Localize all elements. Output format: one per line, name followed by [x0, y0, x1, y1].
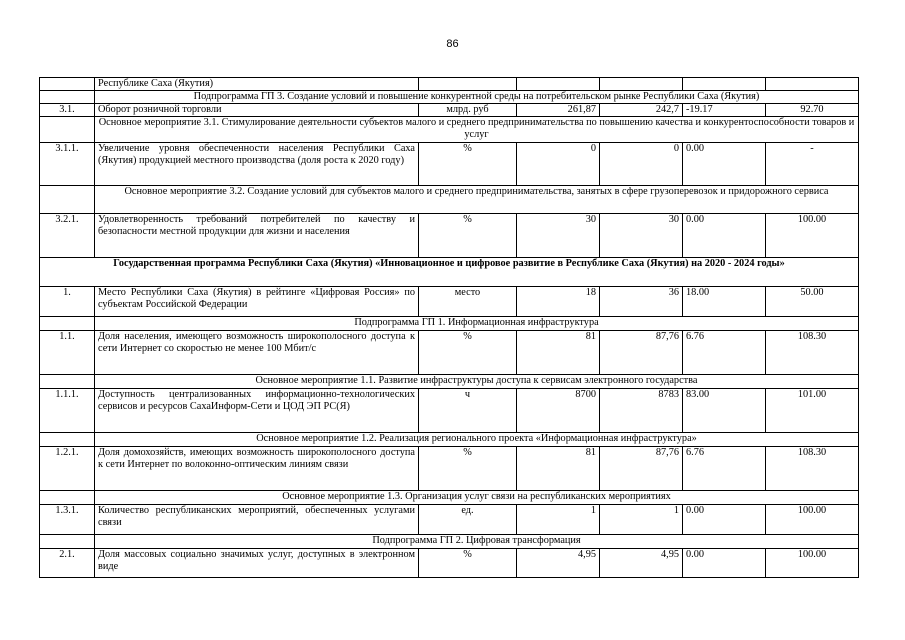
indicator-name: Удовлетворенность требований потребителей по качеству и безопасности местной продукции для жизни и населения	[95, 214, 419, 258]
table-row	[40, 214, 859, 258]
table-row	[40, 331, 859, 375]
row-number: 3.1.	[40, 104, 95, 117]
plan-value: 0	[517, 143, 600, 186]
plan-value: 81	[517, 447, 600, 491]
subprogram-title: Подпрограмма ГП 3. Создание условий и повышение конкурентной среды на потребительском рынке Республики Саха (Якутия)	[95, 91, 859, 104]
section-header-row	[40, 535, 859, 549]
achievement-value: 108.30	[766, 331, 859, 375]
row-number: 1.3.1.	[40, 505, 95, 535]
deviation-value: 0.00	[683, 143, 766, 186]
section-header-row	[40, 117, 859, 143]
row-number	[40, 78, 95, 91]
actual-value: 30	[600, 214, 683, 258]
row-number-empty	[40, 375, 95, 389]
indicator-name: Место Республики Саха (Якутия) в рейтинге «Цифровая Россия» по субъектам Российской Федерации	[95, 287, 419, 317]
deviation-value: 6.76	[683, 331, 766, 375]
table-row	[40, 287, 859, 317]
row-number: 1.2.1.	[40, 447, 95, 491]
table-row	[40, 447, 859, 491]
table-row	[40, 505, 859, 535]
row-number-empty	[40, 117, 95, 143]
row-number-empty	[40, 491, 95, 505]
plan-value: 18	[517, 287, 600, 317]
achievement-value: 100.00	[766, 505, 859, 535]
row-number: 2.1.	[40, 549, 95, 578]
section-header-row	[40, 491, 859, 505]
unit-cell: место	[419, 287, 517, 317]
section-header-row	[40, 375, 859, 389]
page-number: 86	[446, 38, 459, 50]
plan-value: 81	[517, 331, 600, 375]
unit-cell: %	[419, 214, 517, 258]
table-row	[40, 389, 859, 433]
table-row	[40, 104, 859, 117]
indicator-name: Доля массовых социально значимых услуг, доступных в электронном виде	[95, 549, 419, 578]
activity-title: Основное мероприятие 3.2. Создание условий для субъектов малого и среднего предпринимательства, занятых в сфере грузоперевозок и придорожного сервиса	[95, 186, 859, 214]
row-number: 1.	[40, 287, 95, 317]
indicator-name: Оборот розничной торговли	[95, 104, 419, 117]
indicator-name: Доступность централизованных информационно-технологических сервисов и ресурсов СахаИнформ-Сети и ЦОД ЭП РС(Я)	[95, 389, 419, 433]
program-header-row	[40, 258, 859, 287]
unit-cell: %	[419, 331, 517, 375]
row-number: 3.1.1.	[40, 143, 95, 186]
program-title: Государственная программа Республики Саха (Якутия) «Инновационное и цифровое развитие в Республике Саха (Якутия) на 2020 - 2024 годы»	[40, 258, 859, 287]
unit-cell: ч	[419, 389, 517, 433]
indicator-name: Республике Саха (Якутия)	[95, 78, 419, 91]
subprogram-title: Подпрограмма ГП 2. Цифровая трансформация	[95, 535, 859, 549]
plan-value: 1	[517, 505, 600, 535]
actual-value: 8783	[600, 389, 683, 433]
deviation-value: -19.17	[683, 104, 766, 117]
unit-cell: ед.	[419, 505, 517, 535]
activity-title: Основное мероприятие 1.2. Реализация регионального проекта «Информационная инфраструктура»	[95, 433, 859, 447]
plan-value: 4,95	[517, 549, 600, 578]
plan-value	[517, 78, 600, 91]
activity-title: Основное мероприятие 1.1. Развитие инфраструктуры доступа к сервисам электронного государства	[95, 375, 859, 389]
row-number: 1.1.	[40, 331, 95, 375]
row-number-empty	[40, 433, 95, 447]
table-row	[40, 549, 859, 578]
achievement-value: 101.00	[766, 389, 859, 433]
section-header-row	[40, 317, 859, 331]
indicator-name: Количество республиканских мероприятий, обеспеченных услугами связи	[95, 505, 419, 535]
row-number-empty	[40, 317, 95, 331]
plan-value: 30	[517, 214, 600, 258]
plan-value: 8700	[517, 389, 600, 433]
table-body	[40, 78, 859, 578]
deviation-value: 6.76	[683, 447, 766, 491]
section-header-row	[40, 186, 859, 214]
activity-title: Основное мероприятие 1.3. Организация услуг связи на республиканских мероприятиях	[95, 491, 859, 505]
deviation-value: 18.00	[683, 287, 766, 317]
achievement-value: 50.00	[766, 287, 859, 317]
row-number: 3.2.1.	[40, 214, 95, 258]
subprogram-title: Подпрограмма ГП 1. Информационная инфраструктура	[95, 317, 859, 331]
actual-value	[600, 78, 683, 91]
actual-value: 0	[600, 143, 683, 186]
actual-value: 87,76	[600, 447, 683, 491]
unit-cell: %	[419, 447, 517, 491]
achievement-value: -	[766, 143, 859, 186]
indicator-table	[39, 77, 859, 578]
unit-cell: %	[419, 143, 517, 186]
achievement-value: 92.70	[766, 104, 859, 117]
achievement-value: 100.00	[766, 214, 859, 258]
activity-title: Основное мероприятие 3.1. Стимулирование деятельности субъектов малого и среднего предпринимательства по повышению качества и конкурентоспособности товаров и услуг	[95, 117, 859, 143]
unit-cell	[419, 78, 517, 91]
achievement-value: 100.00	[766, 549, 859, 578]
deviation-value: 0.00	[683, 505, 766, 535]
plan-value: 261,87	[517, 104, 600, 117]
indicator-name: Доля населения, имеющего возможность широкополосного доступа к сети Интернет со скоростью не менее 100 Мбит/с	[95, 331, 419, 375]
table-row	[40, 78, 859, 91]
section-header-row	[40, 433, 859, 447]
row-number-empty	[40, 535, 95, 549]
actual-value: 1	[600, 505, 683, 535]
unit-cell: %	[419, 549, 517, 578]
section-header-row	[40, 91, 859, 104]
deviation-value: 0.00	[683, 549, 766, 578]
row-number-empty	[40, 91, 95, 104]
actual-value: 4,95	[600, 549, 683, 578]
table-row	[40, 143, 859, 186]
actual-value: 36	[600, 287, 683, 317]
deviation-value: 83.00	[683, 389, 766, 433]
achievement-value	[766, 78, 859, 91]
deviation-value	[683, 78, 766, 91]
row-number: 1.1.1.	[40, 389, 95, 433]
deviation-value: 0.00	[683, 214, 766, 258]
row-number-empty	[40, 186, 95, 214]
actual-value: 242,7	[600, 104, 683, 117]
indicator-name: Увеличение уровня обеспеченности населения Республики Саха (Якутия) продукцией местного производства (доля роста к 2020 году)	[95, 143, 419, 186]
actual-value: 87,76	[600, 331, 683, 375]
achievement-value: 108.30	[766, 447, 859, 491]
indicator-name: Доля домохозяйств, имеющих возможность широкополосного доступа к сети Интернет по волоконно-оптическим линиям связи	[95, 447, 419, 491]
unit-cell: млрд. руб	[419, 104, 517, 117]
